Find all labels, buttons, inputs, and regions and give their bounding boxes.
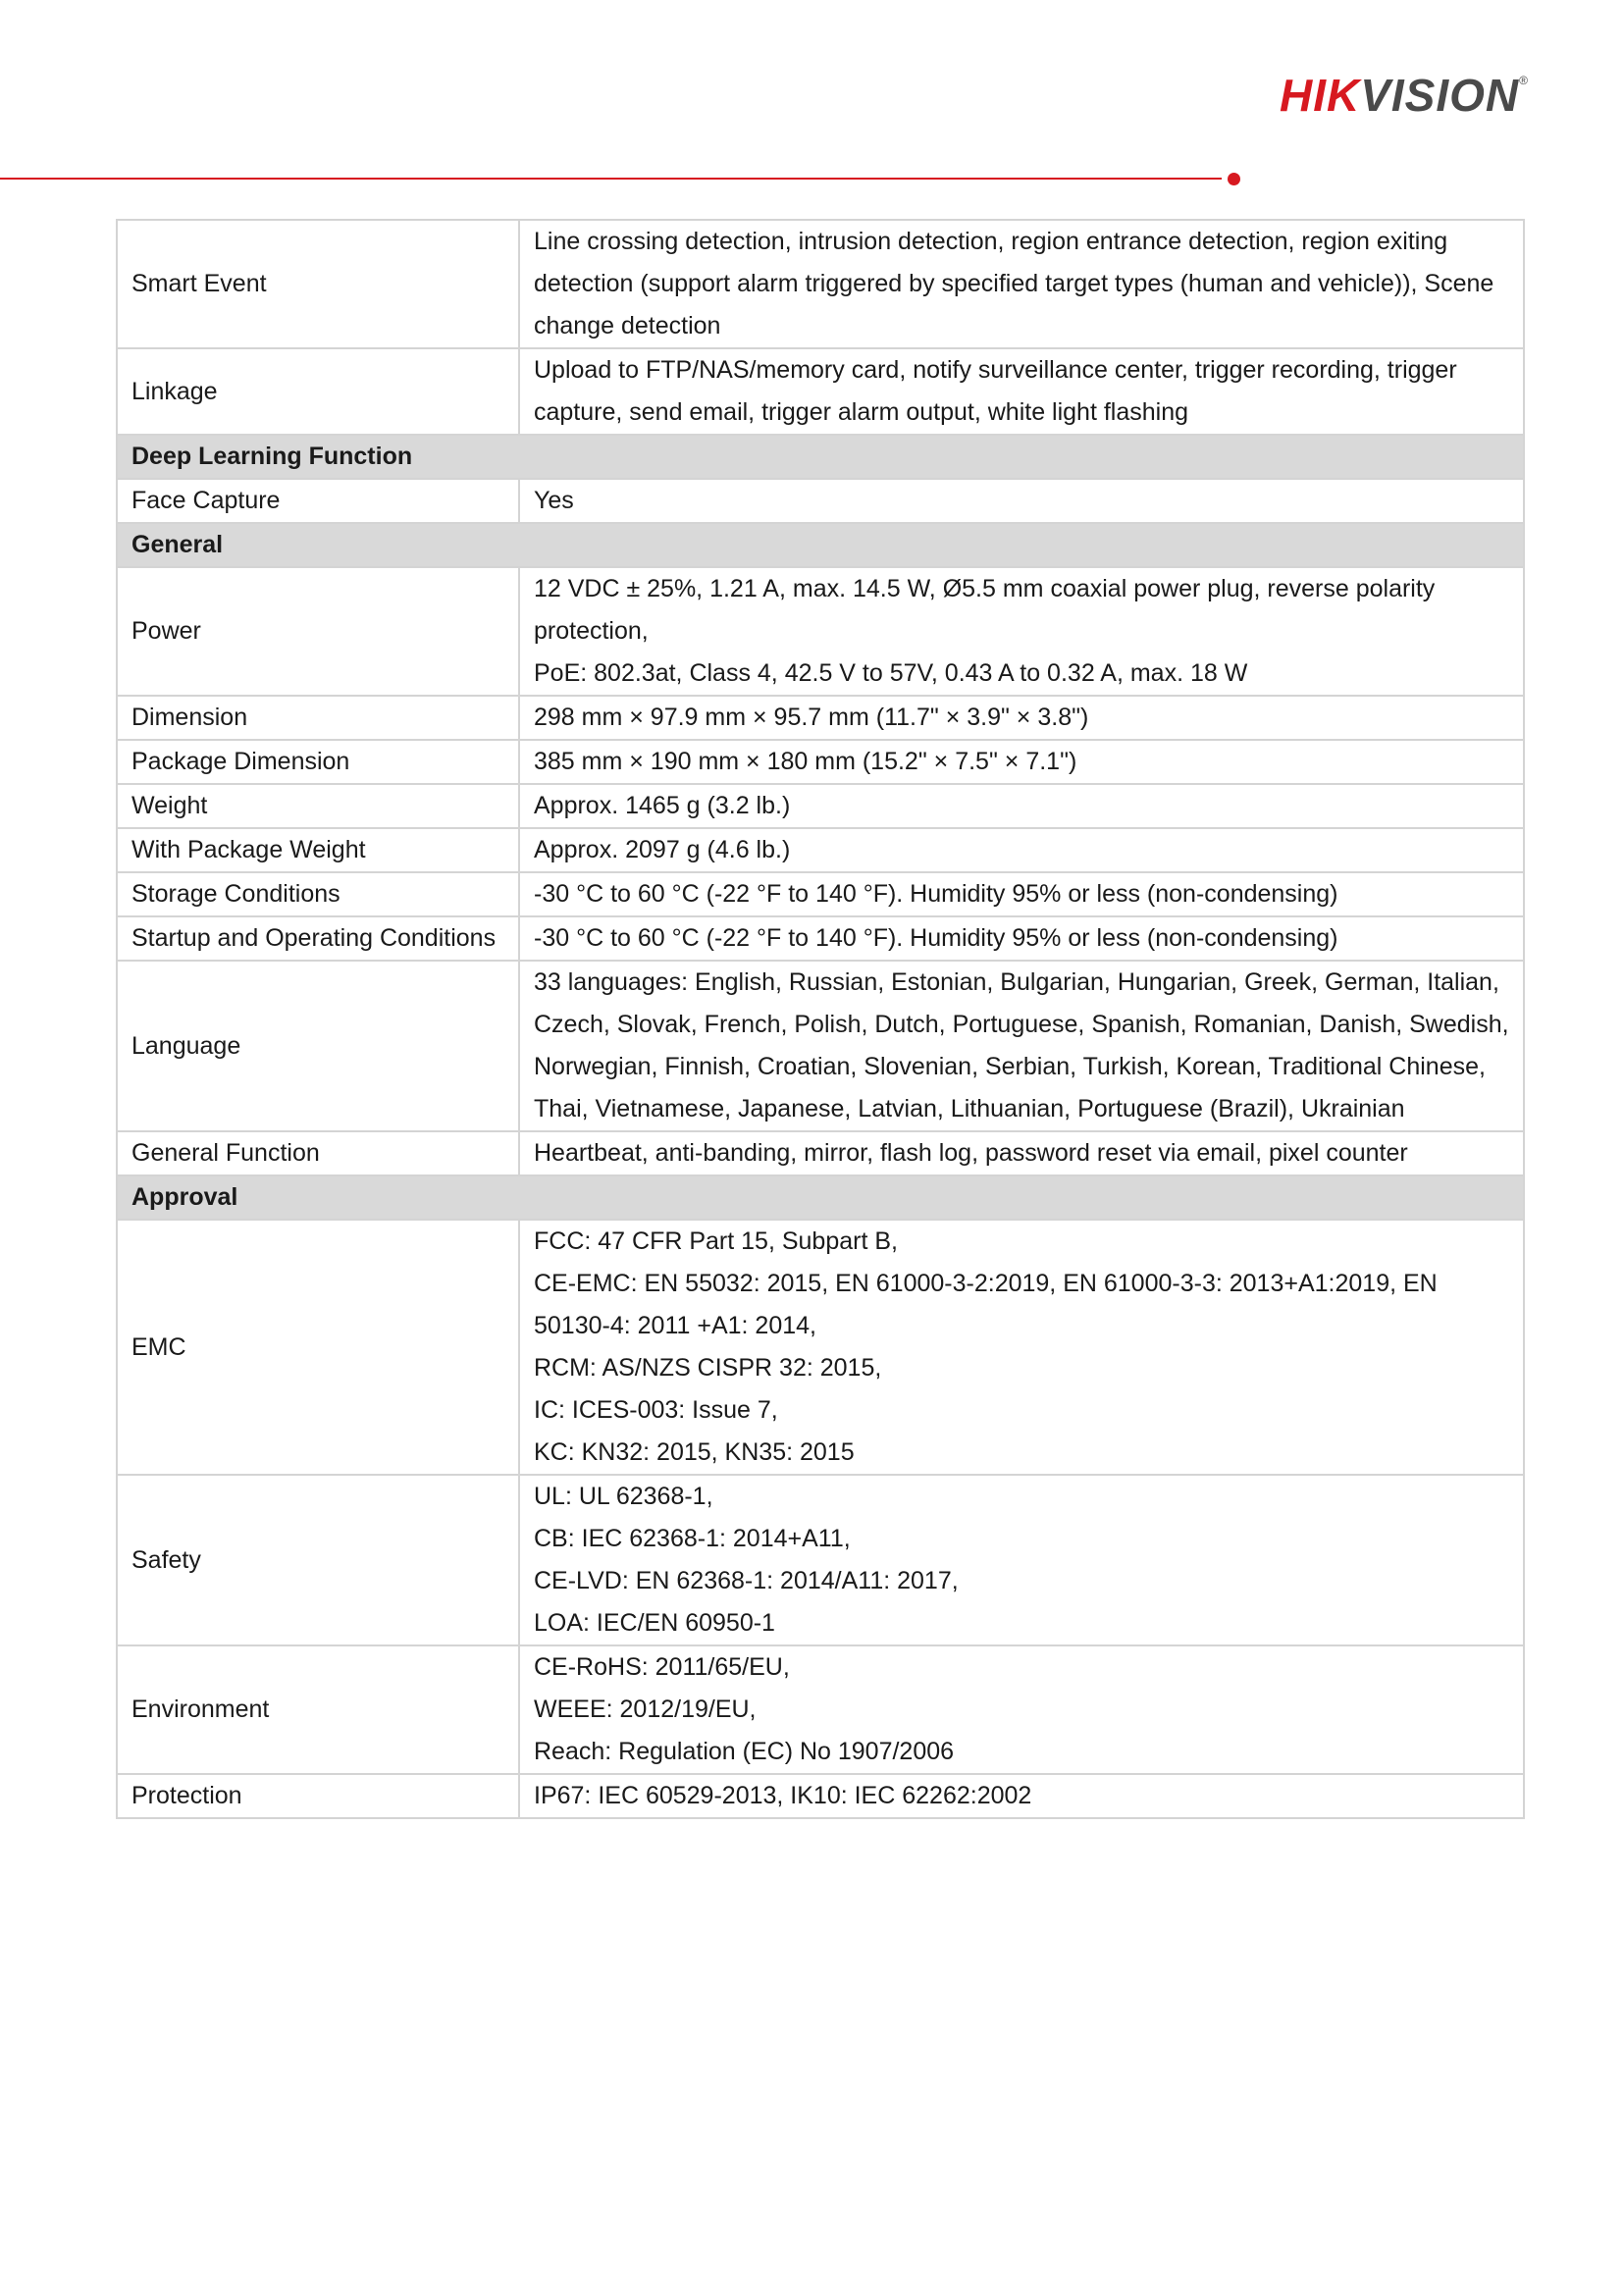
spec-value [519,784,1524,828]
spec-value-line: UL: UL 62368-1, [534,1483,713,1510]
spec-label: Storage Conditions [117,872,519,916]
spec-row [117,567,1524,696]
spec-label: EMC [117,1220,519,1475]
spec-label: Face Capture [117,479,519,523]
spec-row [117,348,1524,435]
spec-value [519,872,1524,916]
spec-value [519,740,1524,784]
spec-value-line: Upload to FTP/NAS/memory card, notify surveillance center, trigger recording, trigger capture, send email, trigger alarm output, white light flashing [534,356,1457,426]
spec-row [117,1220,1524,1475]
spec-value [519,828,1524,872]
spec-value-line: Reach: Regulation (EC) No 1907/2006 [534,1738,955,1765]
spec-table-body [117,220,1524,1818]
brand-logo [1279,70,1529,121]
spec-value [519,961,1524,1131]
spec-value [519,1645,1524,1774]
logo-text-red: HIK [1279,70,1361,121]
spec-value-line: 33 languages: English, Russian, Estonian, Bulgarian, Hungarian, Greek, German, Italian, Czech, Slovak, French, Polish, Dutch, Portuguese, Spanish, Romanian, Danish, Swedish, Norwegian, Finnish, Croatian, Slovenian, Serbian, Turkish, Korean, Traditional Chinese, Thai, Vietnamese, Japanese, Latvian, Lithuanian, Portuguese (Brazil), Ukrainian [534,968,1509,1122]
section-header-row [117,435,1524,479]
spec-label: Dimension [117,696,519,740]
header-divider-dot [1228,173,1240,185]
spec-row [117,220,1524,348]
spec-value-line: CB: IEC 62368-1: 2014+A11, [534,1525,851,1552]
spec-row [117,872,1524,916]
spec-value [519,1131,1524,1175]
spec-value-line: CE-LVD: EN 62368-1: 2014/A11: 2017, [534,1567,959,1594]
spec-value-line: RCM: AS/NZS CISPR 32: 2015, [534,1354,882,1382]
spec-value-line: IP67: IEC 60529-2013, IK10: IEC 62262:2002 [534,1782,1032,1809]
spec-value-line: Approx. 1465 g (3.2 lb.) [534,792,791,819]
spec-value-line: IC: ICES-003: Issue 7, [534,1396,778,1424]
spec-value [519,1475,1524,1645]
spec-row [117,1475,1524,1645]
spec-value [519,1774,1524,1818]
header-divider-line [0,178,1222,180]
spec-label: Environment [117,1645,519,1774]
spec-label: General Function [117,1131,519,1175]
spec-row [117,784,1524,828]
spec-label: Smart Event [117,220,519,348]
section-header: Approval [117,1175,1524,1220]
spec-value-line: WEEE: 2012/19/EU, [534,1696,757,1723]
spec-label: Package Dimension [117,740,519,784]
spec-value-line: LOA: IEC/EN 60950-1 [534,1609,775,1637]
spec-value-line: PoE: 802.3at, Class 4, 42.5 V to 57V, 0.43 A to 0.32 A, max. 18 W [534,659,1248,687]
spec-value-line: CE-RoHS: 2011/65/EU, [534,1653,790,1681]
spec-value [519,479,1524,523]
spec-value-line: CE-EMC: EN 55032: 2015, EN 61000-3-2:2019, EN 61000-3-3: 2013+A1:2019, EN 50130-4: 2011 +A1: 2014, [534,1270,1438,1339]
spec-value [519,696,1524,740]
spec-row [117,916,1524,961]
spec-value [519,567,1524,696]
spec-label: Weight [117,784,519,828]
spec-label: Linkage [117,348,519,435]
spec-value-line: Approx. 2097 g (4.6 lb.) [534,836,791,863]
spec-label: With Package Weight [117,828,519,872]
section-header: Deep Learning Function [117,435,1524,479]
spec-value-line: -30 °C to 60 °C (-22 °F to 140 °F). Humidity 95% or less (non-condensing) [534,880,1338,908]
spec-value [519,348,1524,435]
spec-label: Startup and Operating Conditions [117,916,519,961]
spec-row [117,828,1524,872]
section-header-row [117,1175,1524,1220]
spec-value-line: 12 VDC ± 25%, 1.21 A, max. 14.5 W, Ø5.5 mm coaxial power plug, reverse polarity protection, [534,575,1436,645]
section-header-row [117,523,1524,567]
spec-label: Language [117,961,519,1131]
spec-value [519,916,1524,961]
spec-value-line: Line crossing detection, intrusion detection, region entrance detection, region exiting detection (support alarm triggered by specified target types (human and vehicle)), Scene change detection [534,228,1494,339]
spec-value-line: KC: KN32: 2015, KN35: 2015 [534,1438,855,1466]
spec-value-line: 298 mm × 97.9 mm × 95.7 mm (11.7" × 3.9" × 3.8") [534,704,1089,731]
spec-value [519,220,1524,348]
spec-row [117,1774,1524,1818]
spec-row [117,479,1524,523]
spec-row [117,740,1524,784]
spec-value-line: Yes [534,487,574,514]
spec-value-line: -30 °C to 60 °C (-22 °F to 140 °F). Humidity 95% or less (non-condensing) [534,924,1338,952]
spec-value-line: FCC: 47 CFR Part 15, Subpart B, [534,1227,898,1255]
spec-value-line: 385 mm × 190 mm × 180 mm (15.2" × 7.5" × 7.1") [534,748,1077,775]
spec-row [117,696,1524,740]
section-header: General [117,523,1524,567]
spec-row [117,1645,1524,1774]
spec-row [117,1131,1524,1175]
spec-value [519,1220,1524,1475]
spec-table [116,219,1525,1819]
spec-value-line: Heartbeat, anti-banding, mirror, flash log, password reset via email, pixel counter [534,1139,1408,1167]
registered-mark: ® [1519,74,1529,87]
spec-label: Protection [117,1774,519,1818]
spec-label: Power [117,567,519,696]
spec-label: Safety [117,1475,519,1645]
logo-text-gray: VISION [1360,70,1520,121]
spec-row [117,961,1524,1131]
